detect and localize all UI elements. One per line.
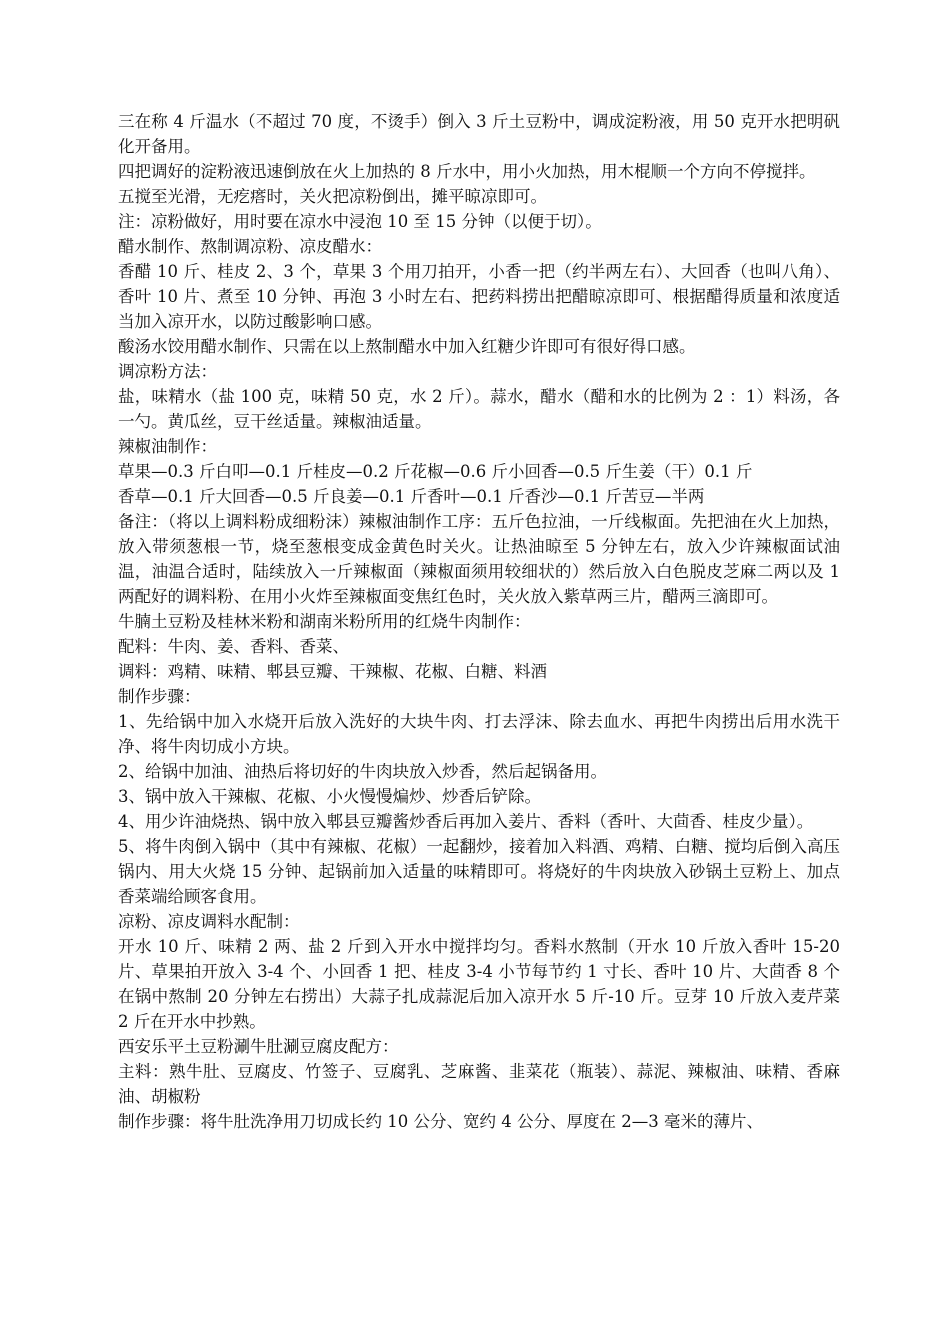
step-4: 4、用少许油烧热、锅中放入郫县豆瓣酱炒香后再加入姜片、香料（香叶、大茴香、桂皮少量）。: [118, 812, 814, 831]
paragraph-preparation-steps: 制作步骤：将牛肚洗净用刀切成长约 10 公分、宽约 4 公分、厚度在 2—3 毫米的薄片、: [118, 1112, 763, 1131]
paragraph-sour-soup: 酸汤水饺用醋水制作、只需在以上熬制醋水中加入红糖少许即可有很好得口感。: [118, 337, 696, 356]
step-1: 1、先给锅中加入水烧开后放入洗好的大块牛肉、打去浮沫、除去血水、再把牛肉捞出后用水洗干净、将牛肉切成小方块。: [118, 712, 840, 756]
step-3: 3、锅中放入干辣椒、花椒、小火慢慢煸炒、炒香后铲除。: [118, 787, 541, 806]
paragraph-seasonings: 调料：鸡精、味精、郫县豆瓣、干辣椒、花椒、白糖、料酒: [118, 662, 547, 681]
section-heading-vinegar-water: 醋水制作、熬制调凉粉、凉皮醋水：: [118, 237, 382, 256]
section-heading-braised-beef: 牛腩土豆粉及桂林米粉和湖南米粉所用的红烧牛肉制作：: [118, 612, 531, 631]
paragraph-vinegar-recipe: 香醋 10 斤、桂皮 2、3 个，草果 3 个用刀拍开，小香一把（约半两左右）、大回香（也叫八角）、香叶 10 片、煮至 10 分钟、再泡 3 小时左右、把药料捞出把醋晾凉即可、根据醋得质量和浓度适当加入凉开水，以防过酸影响口感。: [118, 262, 840, 331]
paragraph-mixing-method: 盐，味精水（盐 100 克，味精 50 克，水 2 斤）。蒜水，醋水（醋和水的比例为 2 ：1）料汤，各一勺。黄瓜丝，豆干丝适量。辣椒油适量。: [118, 387, 840, 431]
document-body: [118, 109, 840, 1134]
paragraph-1: 三在称 4 斤温水（不超过 70 度，不烫手）倒入 3 斤土豆粉中，调成淀粉液，用 50 克开水把明矾化开备用。: [118, 112, 840, 156]
paragraph-ingredients: 配料：牛肉、姜、香料、香菜、: [118, 637, 349, 656]
section-heading-mixing-method: 调凉粉方法：: [118, 362, 217, 381]
step-5: 5、将牛肉倒入锅中（其中有辣椒、花椒）一起翻炒，接着加入料酒、鸡精、白糖、搅均后倒入高压锅内、用大火烧 15 分钟、起锅前加入适量的味精即可。将烧好的牛肉块放入砂锅土豆粉上、加点香菜端给顾客食用。: [118, 837, 840, 906]
note-paragraph: 注：凉粉做好，用时要在凉水中浸泡 10 至 15 分钟（以便于切）。: [118, 212, 602, 231]
section-heading-xian-recipe: 西安乐平土豆粉涮牛肚涮豆腐皮配方：: [118, 1037, 399, 1056]
paragraph-3: 五搅至光滑，无疙瘩时，关火把凉粉倒出，摊平晾凉即可。: [118, 187, 547, 206]
ingredient-line-2: 香草—0.1 斤大回香—0.5 斤良姜—0.1 斤香叶—0.1 斤香沙—0.1 斤苦豆—半两: [118, 487, 705, 506]
paragraph-seasoning-water: 开水 10 斤、味精 2 两、盐 2 斤到入开水中搅拌均匀。香料水熬制（开水 10 斤放入香叶 15-20 片、草果拍开放入 3-4 个、小回香 1 把、桂皮 3-4 小节每节约 1 寸长、香叶 10 片、大茴香 8 个在锅中熬制 20 分钟左右捞出）大蒜子扎成蒜泥后加入凉开水 5 斤-10 斤。豆芽 10 斤放入麦芹菜 2 斤在开水中抄熟。: [118, 937, 840, 1031]
ingredient-line-1: 草果—0.3 斤白叩—0.1 斤桂皮—0.2 斤花椒—0.6 斤小回香—0.5 斤生姜（干）0.1 斤: [118, 462, 753, 481]
section-heading-steps: 制作步骤：: [118, 687, 201, 706]
paragraph-chili-oil-remark: 备注：（将以上调料粉成细粉沫）辣椒油制作工序：五斤色拉油，一斤线椒面。先把油在火上加热，放入带须葱根一节，烧至葱根变成金黄色时关火。让热油晾至 5 分钟左右，放入少许辣椒面试油温，油温合适时，陆续放入一斤辣椒面（辣椒面须用较细状的）然后放入白色脱皮芝麻二两以及 1 两配好的调料粉、在用小火炸至辣椒面变焦红色时，关火放入紫草两三片，醋两三滴即可。: [118, 512, 840, 606]
paragraph-main-ingredients: 主料：熟牛肚、豆腐皮、竹签子、豆腐乳、芝麻酱、韭菜花（瓶装）、蒜泥、辣椒油、味精、香麻油、胡椒粉: [118, 1062, 840, 1106]
section-heading-seasoning-water: 凉粉、凉皮调料水配制：: [118, 912, 300, 931]
step-2: 2、给锅中加油、油热后将切好的牛肉块放入炒香，然后起锅备用。: [118, 762, 607, 781]
section-heading-chili-oil: 辣椒油制作：: [118, 437, 217, 456]
paragraph-2: 四把调好的淀粉液迅速倒放在火上加热的 8 斤水中，用小火加热，用木棍顺一个方向不停搅拌。: [118, 162, 816, 181]
